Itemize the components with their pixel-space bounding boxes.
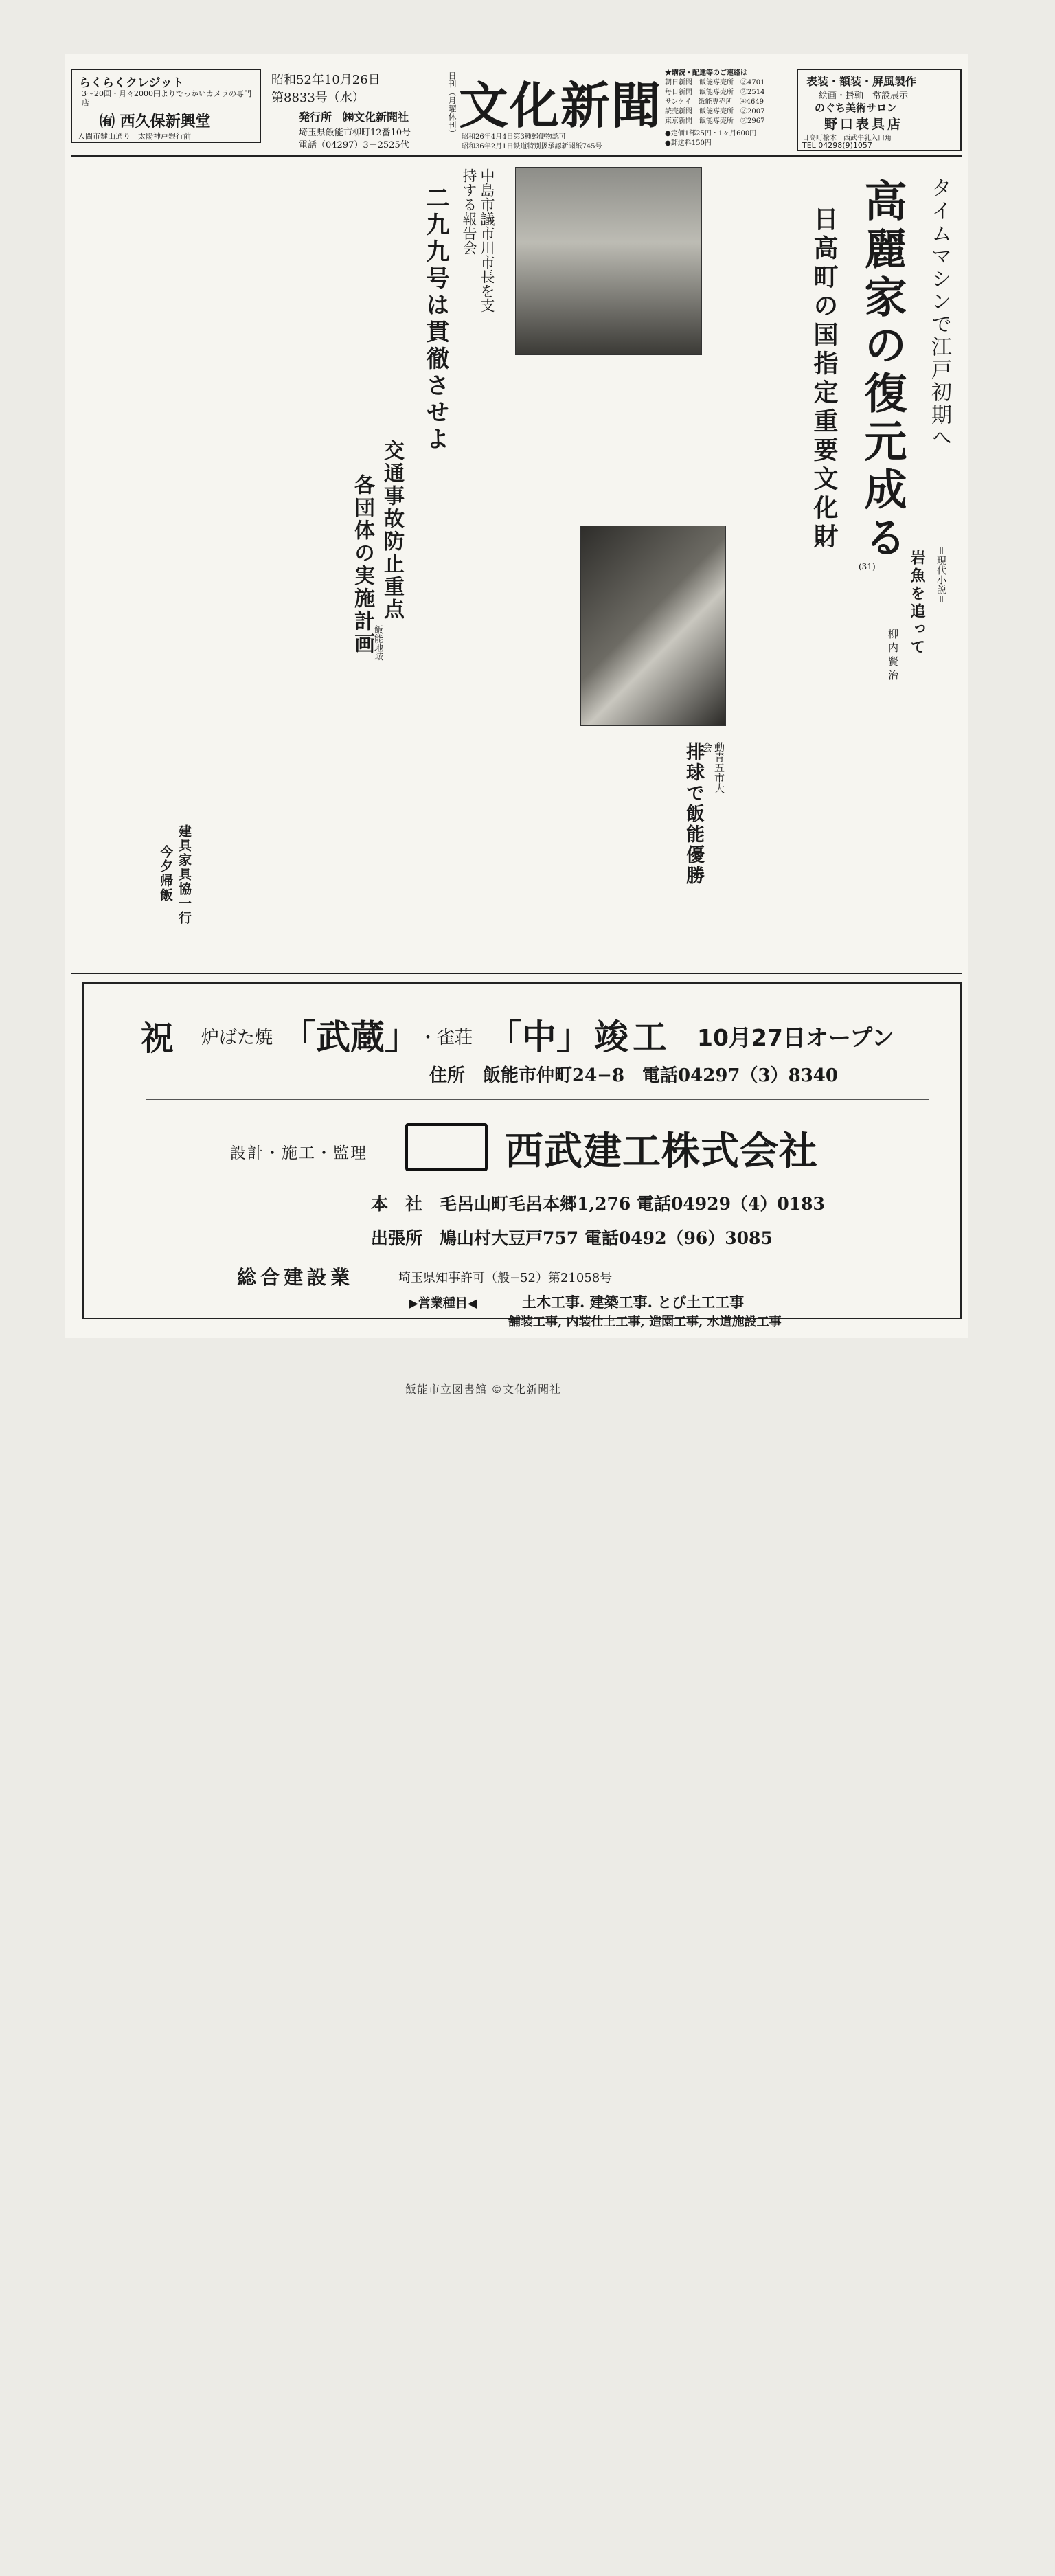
ad-right-phone: TEL 04298(9)1057 <box>802 141 872 150</box>
open-date: 10月27日オープン <box>697 1024 894 1051</box>
ad-credit-terms: 3〜20回・月々2000円よりでっかいカメラの専門店 <box>82 89 251 107</box>
business-label: ▶営業種目◀ <box>409 1296 477 1311</box>
design-label: 設計・施工・監理 <box>230 1144 367 1162</box>
furniture-headline: 建具家具協一行 <box>177 824 192 925</box>
postal-permit: 昭和26年4月4日第3種郵便物認可 <box>462 133 566 141</box>
shop-address: 住所 飯能市仲町24−8 電話04297（3）8340 <box>429 1065 838 1086</box>
contact-row: サンケイ 飯能専売所 ④4649 <box>665 98 764 106</box>
traffic-region-tag: 飯能地域 <box>372 625 383 661</box>
issue-date: 昭和52年10月26日 <box>271 73 381 87</box>
shop2-name: 「中」 <box>488 1017 591 1057</box>
house-photo <box>515 167 702 355</box>
novel-title: 岩魚を追って <box>908 550 926 657</box>
city-article-body <box>0 1367 337 1738</box>
main-headline: 高麗家の復元成る <box>857 179 907 563</box>
ad-shop-name: ㈲ 西久保新興堂 <box>100 113 211 131</box>
novel-author: 柳内賢治 <box>887 629 899 683</box>
shop2-prefix: ・雀荘 <box>419 1028 473 1048</box>
business-types-2: 舗装工事, 内装仕上工事, 造園工事, 水道施設工事 <box>508 1315 782 1329</box>
city-headline: 二九九号は貫徹させよ <box>422 185 449 453</box>
contact-row: 毎日新聞 飯能専売所 ②2514 <box>665 89 765 96</box>
city-subheadline: 中島市議市川市長を支持する報告会 <box>461 168 495 313</box>
main-subheadline: 日高町の国指定重要文化財 <box>810 206 839 552</box>
postage: ●郵送料150円 <box>665 139 712 147</box>
price: ●定価1部25円・1ヶ月600円 <box>665 130 757 137</box>
newspaper-title: 文化新聞 <box>459 76 663 135</box>
novel-label: ＝現代小説＝ <box>935 546 946 604</box>
masthead-ad-left <box>71 69 261 143</box>
general-contractor: 総合建設業 <box>237 1266 354 1289</box>
furniture-headline-2: 今夕帰飯 <box>158 845 173 903</box>
library-credit: 飯能市立図書館 ©文化新聞社 <box>405 1383 562 1396</box>
contacts-heading: ★購読・配達等のご連絡は <box>665 69 747 77</box>
publisher: 発行所 ㈱文化新聞社 <box>299 111 409 124</box>
ad-divider <box>146 1099 929 1100</box>
license-number: 埼玉県知事許可（般−52）第21058号 <box>398 1271 613 1285</box>
subscription-contacts <box>665 69 789 148</box>
portrait-photo <box>580 526 726 726</box>
ad-credit-line: らくらくクレジット <box>79 76 184 90</box>
contact-row: 読売新聞 飯能専売所 ②2007 <box>665 108 765 115</box>
traffic-article-body <box>0 1738 264 2123</box>
ad-right-address: 日高町楡木 西武牛乳入口角 <box>802 135 892 142</box>
ad-right-services: 表装・額装・屏風製作 <box>806 75 917 88</box>
issue-number: 第8833号（水） <box>271 91 365 105</box>
hq-address: 本 社 毛呂山町毛呂本郷1,276 電話04929（4）0183 <box>371 1194 825 1214</box>
frequency-label: 日刊（月曜休刊） <box>447 71 457 137</box>
rail-permit: 昭和36年2月1日鉄道特別扱承認新聞紙745号 <box>462 143 602 150</box>
celebrate-mark: 祝 <box>141 1019 174 1058</box>
company-logo <box>405 1123 488 1171</box>
ad-shop-address: 入間市鍵山通り 太陽神戸銀行前 <box>78 132 191 141</box>
contact-row: 東京新聞 飯能専売所 ②2967 <box>665 117 765 125</box>
content-bottom-rule <box>71 973 962 974</box>
ad-right-shop: 野口表具店 <box>824 117 904 132</box>
company-name: 西武建工株式会社 <box>505 1129 818 1174</box>
traffic-headline-2: 各団体の実施計画 <box>350 474 374 655</box>
volley-article-body <box>0 2391 76 2576</box>
main-kicker: タイムマシンで江戸初期へ <box>927 177 951 449</box>
masthead-info <box>271 69 443 151</box>
branch-address: 出張所 鳩山村大豆戸757 電話0492（96）3085 <box>371 1228 773 1248</box>
traffic-headline: 交通事故防止重点 <box>380 440 404 621</box>
traffic-article-body-2 <box>0 2123 158 2391</box>
volley-headline: 排球で飯能優勝 <box>683 742 704 886</box>
shop1-name: 「武蔵」 <box>282 1017 419 1057</box>
volley-kicker: 動青五市大会 <box>701 742 725 793</box>
masthead-rule <box>71 155 962 157</box>
contact-row: 朝日新聞 飯能専売所 ②4701 <box>665 79 765 87</box>
ad-right-exhibit: 絵画・掛軸 常設展示 <box>819 91 909 101</box>
completion-label: 竣工 <box>594 1017 671 1057</box>
novel-number: (31) <box>859 562 876 572</box>
business-types-1: 土木工事. 建築工事. とび土工工事 <box>522 1293 745 1311</box>
ad-right-salon: のぐち美術サロン <box>815 102 898 114</box>
publisher-address: 埼玉県飯能市柳町12番10号 <box>299 128 411 138</box>
masthead-ad-right <box>797 69 962 151</box>
publisher-phone: 電話（04297）3－2525代 <box>299 140 409 150</box>
shop1-prefix: 炉ばた焼 <box>201 1028 273 1048</box>
